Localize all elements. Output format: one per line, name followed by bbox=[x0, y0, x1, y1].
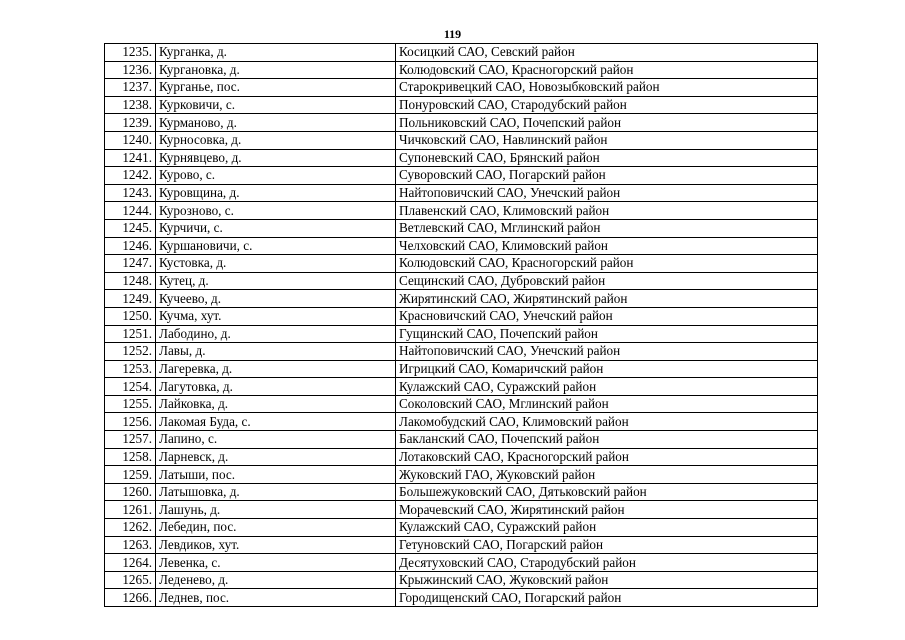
settlement-name: Лагутовка, д. bbox=[156, 378, 396, 396]
table-row bbox=[105, 536, 818, 554]
settlement-name: Лакомая Буда, с. bbox=[156, 413, 396, 431]
settlement-name: Курозново, с. bbox=[156, 202, 396, 220]
row-number: 1242. bbox=[105, 167, 156, 185]
administrative-area: Плавенский САО, Климовский район bbox=[396, 202, 818, 220]
settlement-name: Куршановичи, с. bbox=[156, 237, 396, 255]
settlement-name: Лагеревка, д. bbox=[156, 360, 396, 378]
row-number: 1244. bbox=[105, 202, 156, 220]
row-number: 1254. bbox=[105, 378, 156, 396]
row-number: 1247. bbox=[105, 255, 156, 273]
settlement-name: Лайковка, д. bbox=[156, 395, 396, 413]
administrative-area: Найтоповичский САО, Унечский район bbox=[396, 343, 818, 361]
administrative-area: Лотаковский САО, Красногорский район bbox=[396, 448, 818, 466]
administrative-area: Красновичский САО, Унечский район bbox=[396, 307, 818, 325]
row-number: 1243. bbox=[105, 184, 156, 202]
table-row bbox=[105, 114, 818, 132]
administrative-area: Кулажский САО, Суражский район bbox=[396, 378, 818, 396]
table-row bbox=[105, 519, 818, 537]
table-row bbox=[105, 272, 818, 290]
settlement-name: Кустовка, д. bbox=[156, 255, 396, 273]
administrative-area: Супоневский САО, Брянский район bbox=[396, 149, 818, 167]
administrative-area: Понуровский САО, Стародубский район bbox=[396, 96, 818, 114]
row-number: 1241. bbox=[105, 149, 156, 167]
settlements-table bbox=[104, 43, 818, 607]
administrative-area: Соколовский САО, Мглинский район bbox=[396, 395, 818, 413]
table-row bbox=[105, 501, 818, 519]
administrative-area: Городищенский САО, Погарский район bbox=[396, 589, 818, 607]
row-number: 1264. bbox=[105, 554, 156, 572]
table-row bbox=[105, 167, 818, 185]
administrative-area: Колюдовский САО, Красногорский район bbox=[396, 61, 818, 79]
settlement-name: Кутец, д. bbox=[156, 272, 396, 290]
settlement-name: Лавы, д. bbox=[156, 343, 396, 361]
table-row bbox=[105, 343, 818, 361]
row-number: 1248. bbox=[105, 272, 156, 290]
administrative-area: Игрицкий САО, Комаричский район bbox=[396, 360, 818, 378]
table-row bbox=[105, 307, 818, 325]
table-row bbox=[105, 184, 818, 202]
row-number: 1256. bbox=[105, 413, 156, 431]
table-row bbox=[105, 219, 818, 237]
row-number: 1257. bbox=[105, 431, 156, 449]
administrative-area: Морачевский САО, Жирятинский район bbox=[396, 501, 818, 519]
settlement-name: Кургановка, д. bbox=[156, 61, 396, 79]
row-number: 1260. bbox=[105, 483, 156, 501]
table-row bbox=[105, 96, 818, 114]
settlement-name: Кучма, хут. bbox=[156, 307, 396, 325]
table-row bbox=[105, 290, 818, 308]
administrative-area: Чичковский САО, Навлинский район bbox=[396, 131, 818, 149]
administrative-area: Найтоповичский САО, Унечский район bbox=[396, 184, 818, 202]
settlement-name: Левенка, с. bbox=[156, 554, 396, 572]
table-body bbox=[105, 44, 818, 607]
settlement-name: Кучеево, д. bbox=[156, 290, 396, 308]
row-number: 1249. bbox=[105, 290, 156, 308]
administrative-area: Большежуковский САО, Дятьковский район bbox=[396, 483, 818, 501]
settlement-name: Лашунь, д. bbox=[156, 501, 396, 519]
table-row bbox=[105, 131, 818, 149]
table-row bbox=[105, 255, 818, 273]
table-row bbox=[105, 571, 818, 589]
administrative-area: Жирятинский САО, Жирятинский район bbox=[396, 290, 818, 308]
settlement-name: Курманово, д. bbox=[156, 114, 396, 132]
row-number: 1263. bbox=[105, 536, 156, 554]
administrative-area: Гущинский САО, Почепский район bbox=[396, 325, 818, 343]
settlement-name: Курковичи, с. bbox=[156, 96, 396, 114]
settlement-name: Латыши, пос. bbox=[156, 466, 396, 484]
administrative-area: Кулажский САО, Суражский район bbox=[396, 519, 818, 537]
administrative-area: Челховский САО, Климовский район bbox=[396, 237, 818, 255]
row-number: 1237. bbox=[105, 79, 156, 97]
row-number: 1255. bbox=[105, 395, 156, 413]
row-number: 1238. bbox=[105, 96, 156, 114]
settlement-name: Курганье, пос. bbox=[156, 79, 396, 97]
settlement-name: Лабодино, д. bbox=[156, 325, 396, 343]
settlement-name: Лапино, с. bbox=[156, 431, 396, 449]
row-number: 1239. bbox=[105, 114, 156, 132]
table-row bbox=[105, 413, 818, 431]
page-number: 119 bbox=[443, 27, 462, 41]
administrative-area: Ветлевский САО, Мглинский район bbox=[396, 219, 818, 237]
administrative-area: Старокривецкий САО, Новозыбковский район bbox=[396, 79, 818, 97]
table-row bbox=[105, 360, 818, 378]
table-row bbox=[105, 466, 818, 484]
settlement-name: Латышовка, д. bbox=[156, 483, 396, 501]
settlement-name: Леднев, пос. bbox=[156, 589, 396, 607]
settlement-name: Курово, с. bbox=[156, 167, 396, 185]
row-number: 1236. bbox=[105, 61, 156, 79]
administrative-area: Косицкий САО, Севский район bbox=[396, 44, 818, 62]
table-row bbox=[105, 448, 818, 466]
table-row bbox=[105, 202, 818, 220]
table-row bbox=[105, 378, 818, 396]
row-number: 1235. bbox=[105, 44, 156, 62]
settlement-name: Курносовка, д. bbox=[156, 131, 396, 149]
administrative-area: Польниковский САО, Почепский район bbox=[396, 114, 818, 132]
table-row bbox=[105, 149, 818, 167]
table-row bbox=[105, 61, 818, 79]
administrative-area: Лакомобудский САО, Климовский район bbox=[396, 413, 818, 431]
row-number: 1265. bbox=[105, 571, 156, 589]
row-number: 1245. bbox=[105, 219, 156, 237]
administrative-area: Жуковский ГАО, Жуковский район bbox=[396, 466, 818, 484]
row-number: 1266. bbox=[105, 589, 156, 607]
table-row bbox=[105, 395, 818, 413]
row-number: 1258. bbox=[105, 448, 156, 466]
table-row bbox=[105, 431, 818, 449]
administrative-area: Бакланский САО, Почепский район bbox=[396, 431, 818, 449]
row-number: 1240. bbox=[105, 131, 156, 149]
settlement-name: Курнявцево, д. bbox=[156, 149, 396, 167]
table-row bbox=[105, 44, 818, 62]
table-row bbox=[105, 483, 818, 501]
row-number: 1259. bbox=[105, 466, 156, 484]
settlement-name: Леденево, д. bbox=[156, 571, 396, 589]
settlement-name: Курчичи, с. bbox=[156, 219, 396, 237]
administrative-area: Крыжинский САО, Жуковский район bbox=[396, 571, 818, 589]
settlement-name: Левдиков, хут. bbox=[156, 536, 396, 554]
row-number: 1252. bbox=[105, 343, 156, 361]
settlement-name: Ларневск, д. bbox=[156, 448, 396, 466]
table-row bbox=[105, 589, 818, 607]
row-number: 1251. bbox=[105, 325, 156, 343]
row-number: 1253. bbox=[105, 360, 156, 378]
table-row bbox=[105, 237, 818, 255]
row-number: 1262. bbox=[105, 519, 156, 537]
administrative-area: Гетуновский САО, Погарский район bbox=[396, 536, 818, 554]
table-row bbox=[105, 554, 818, 572]
administrative-area: Сещинский САО, Дубровский район bbox=[396, 272, 818, 290]
table-row bbox=[105, 79, 818, 97]
administrative-area: Колюдовский САО, Красногорский район bbox=[396, 255, 818, 273]
administrative-area: Суворовский САО, Погарский район bbox=[396, 167, 818, 185]
administrative-area: Десятуховский САО, Стародубский район bbox=[396, 554, 818, 572]
table-row bbox=[105, 325, 818, 343]
row-number: 1261. bbox=[105, 501, 156, 519]
row-number: 1250. bbox=[105, 307, 156, 325]
settlement-name: Куровщина, д. bbox=[156, 184, 396, 202]
settlement-name: Лебедин, пос. bbox=[156, 519, 396, 537]
settlement-name: Курганка, д. bbox=[156, 44, 396, 62]
row-number: 1246. bbox=[105, 237, 156, 255]
